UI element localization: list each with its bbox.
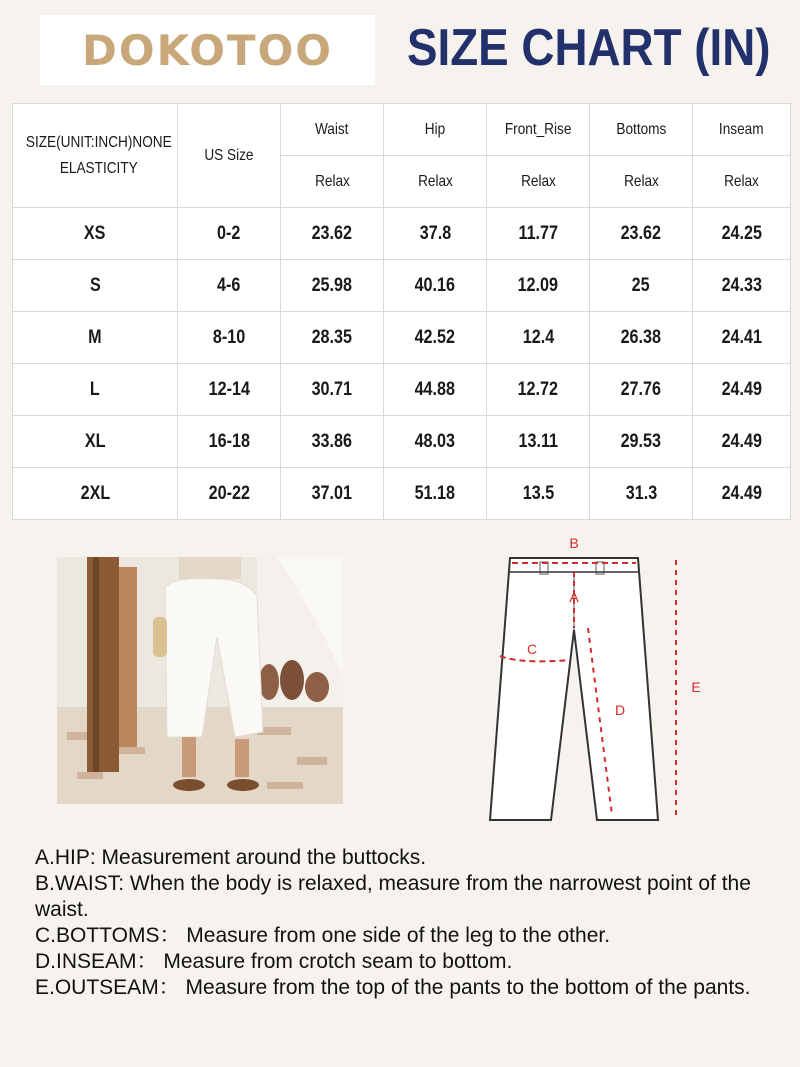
column-header: Hip (384, 104, 487, 156)
table-row (13, 468, 791, 520)
size-cell: 2XL (80, 482, 110, 504)
label-e: E (691, 679, 701, 695)
value-cell: 24.49 (721, 378, 762, 400)
note-inseam: D.INSEAM： Measure from crotch seam to bottom. (35, 950, 513, 973)
value-cell: 25 (632, 274, 650, 296)
note-waist: B.WAIST: When the body is relaxed, measure from the narrowest point of the waist. (35, 872, 751, 921)
value-cell: 37.01 (311, 482, 353, 504)
value-cell: 44.88 (414, 378, 456, 400)
note-outseam: E.OUTSEAM： Measure from the top of the pants to the bottom of the pants. (35, 976, 751, 999)
value-cell: 48.03 (414, 430, 456, 452)
us-size-cell: 20-22 (208, 482, 250, 504)
label-c: C (526, 641, 538, 657)
us-size-label: US Size (204, 146, 254, 164)
sub-header: Relax (693, 156, 791, 208)
page-title: SIZE CHART (IN) (407, 19, 771, 77)
value-cell: 24.33 (721, 274, 762, 296)
size-cell: L (90, 378, 100, 400)
value-cell: 29.53 (620, 430, 662, 452)
table-row (13, 208, 791, 260)
brand-logo (40, 15, 375, 85)
size-chart-table (12, 103, 791, 520)
value-cell: 25.98 (311, 274, 353, 296)
value-cell: 28.35 (311, 326, 353, 348)
value-cell: 12.4 (522, 326, 554, 348)
value-cell: 37.8 (419, 222, 451, 244)
us-size-cell: 12-14 (208, 378, 250, 400)
column-header: Waist (281, 104, 384, 156)
value-cell: 27.76 (620, 378, 662, 400)
sub-header: Relax (487, 156, 590, 208)
brand-name: DOKOTOO (82, 25, 333, 75)
value-cell: 24.49 (721, 430, 762, 452)
value-cell: 12.72 (517, 378, 559, 400)
value-cell: 30.71 (311, 378, 353, 400)
sub-header: Relax (384, 156, 487, 208)
label-a: A (569, 589, 579, 605)
size-cell: XL (84, 430, 106, 452)
table-row (13, 260, 791, 312)
us-size-cell: 16-18 (208, 430, 250, 452)
table-row (13, 312, 791, 364)
value-cell: 33.86 (311, 430, 353, 452)
value-cell: 11.77 (518, 222, 558, 244)
value-cell: 23.62 (311, 222, 353, 244)
value-cell: 51.18 (414, 482, 456, 504)
product-photo-illustration (57, 557, 343, 804)
value-cell: 23.62 (620, 222, 662, 244)
pants-measurement-diagram (470, 530, 720, 830)
column-header: Inseam (693, 104, 791, 156)
label-d: D (614, 702, 626, 718)
us-size-header-cell (178, 104, 281, 208)
table-row (13, 364, 791, 416)
corner-header-cell (13, 104, 178, 208)
column-header: Front_Rise (487, 104, 590, 156)
value-cell: 13.11 (518, 430, 558, 452)
label-b: B (569, 535, 579, 551)
value-cell: 24.41 (721, 326, 762, 348)
us-size-cell: 0-2 (217, 222, 241, 244)
sub-header: Relax (281, 156, 384, 208)
value-cell: 31.3 (625, 482, 657, 504)
sub-header: Relax (590, 156, 693, 208)
size-cell: M (88, 326, 102, 348)
measurement-notes (35, 845, 775, 1001)
value-cell: 42.52 (414, 326, 456, 348)
table-header-row (13, 104, 791, 156)
column-header: Bottoms (590, 104, 693, 156)
us-size-cell: 8-10 (212, 326, 246, 348)
value-cell: 12.09 (517, 274, 559, 296)
note-hip: A.HIP: Measurement around the buttocks. (35, 846, 427, 869)
value-cell: 40.16 (414, 274, 456, 296)
value-cell: 26.38 (620, 326, 662, 348)
value-cell: 24.25 (721, 222, 762, 244)
note-bottoms: C.BOTTOMS： Measure from one side of the leg to the other. (35, 924, 611, 947)
pants-outline-svg (470, 530, 720, 830)
size-cell: XS (84, 222, 106, 244)
value-cell: 24.49 (721, 482, 762, 504)
product-photo (57, 557, 343, 804)
corner-label: SIZE(UNIT:INCH)NONE ELASTICITY (25, 133, 172, 177)
us-size-cell: 4-6 (217, 274, 241, 296)
header (0, 0, 800, 100)
size-cell: S (89, 274, 101, 296)
value-cell: 13.5 (522, 482, 554, 504)
table-row (13, 416, 791, 468)
